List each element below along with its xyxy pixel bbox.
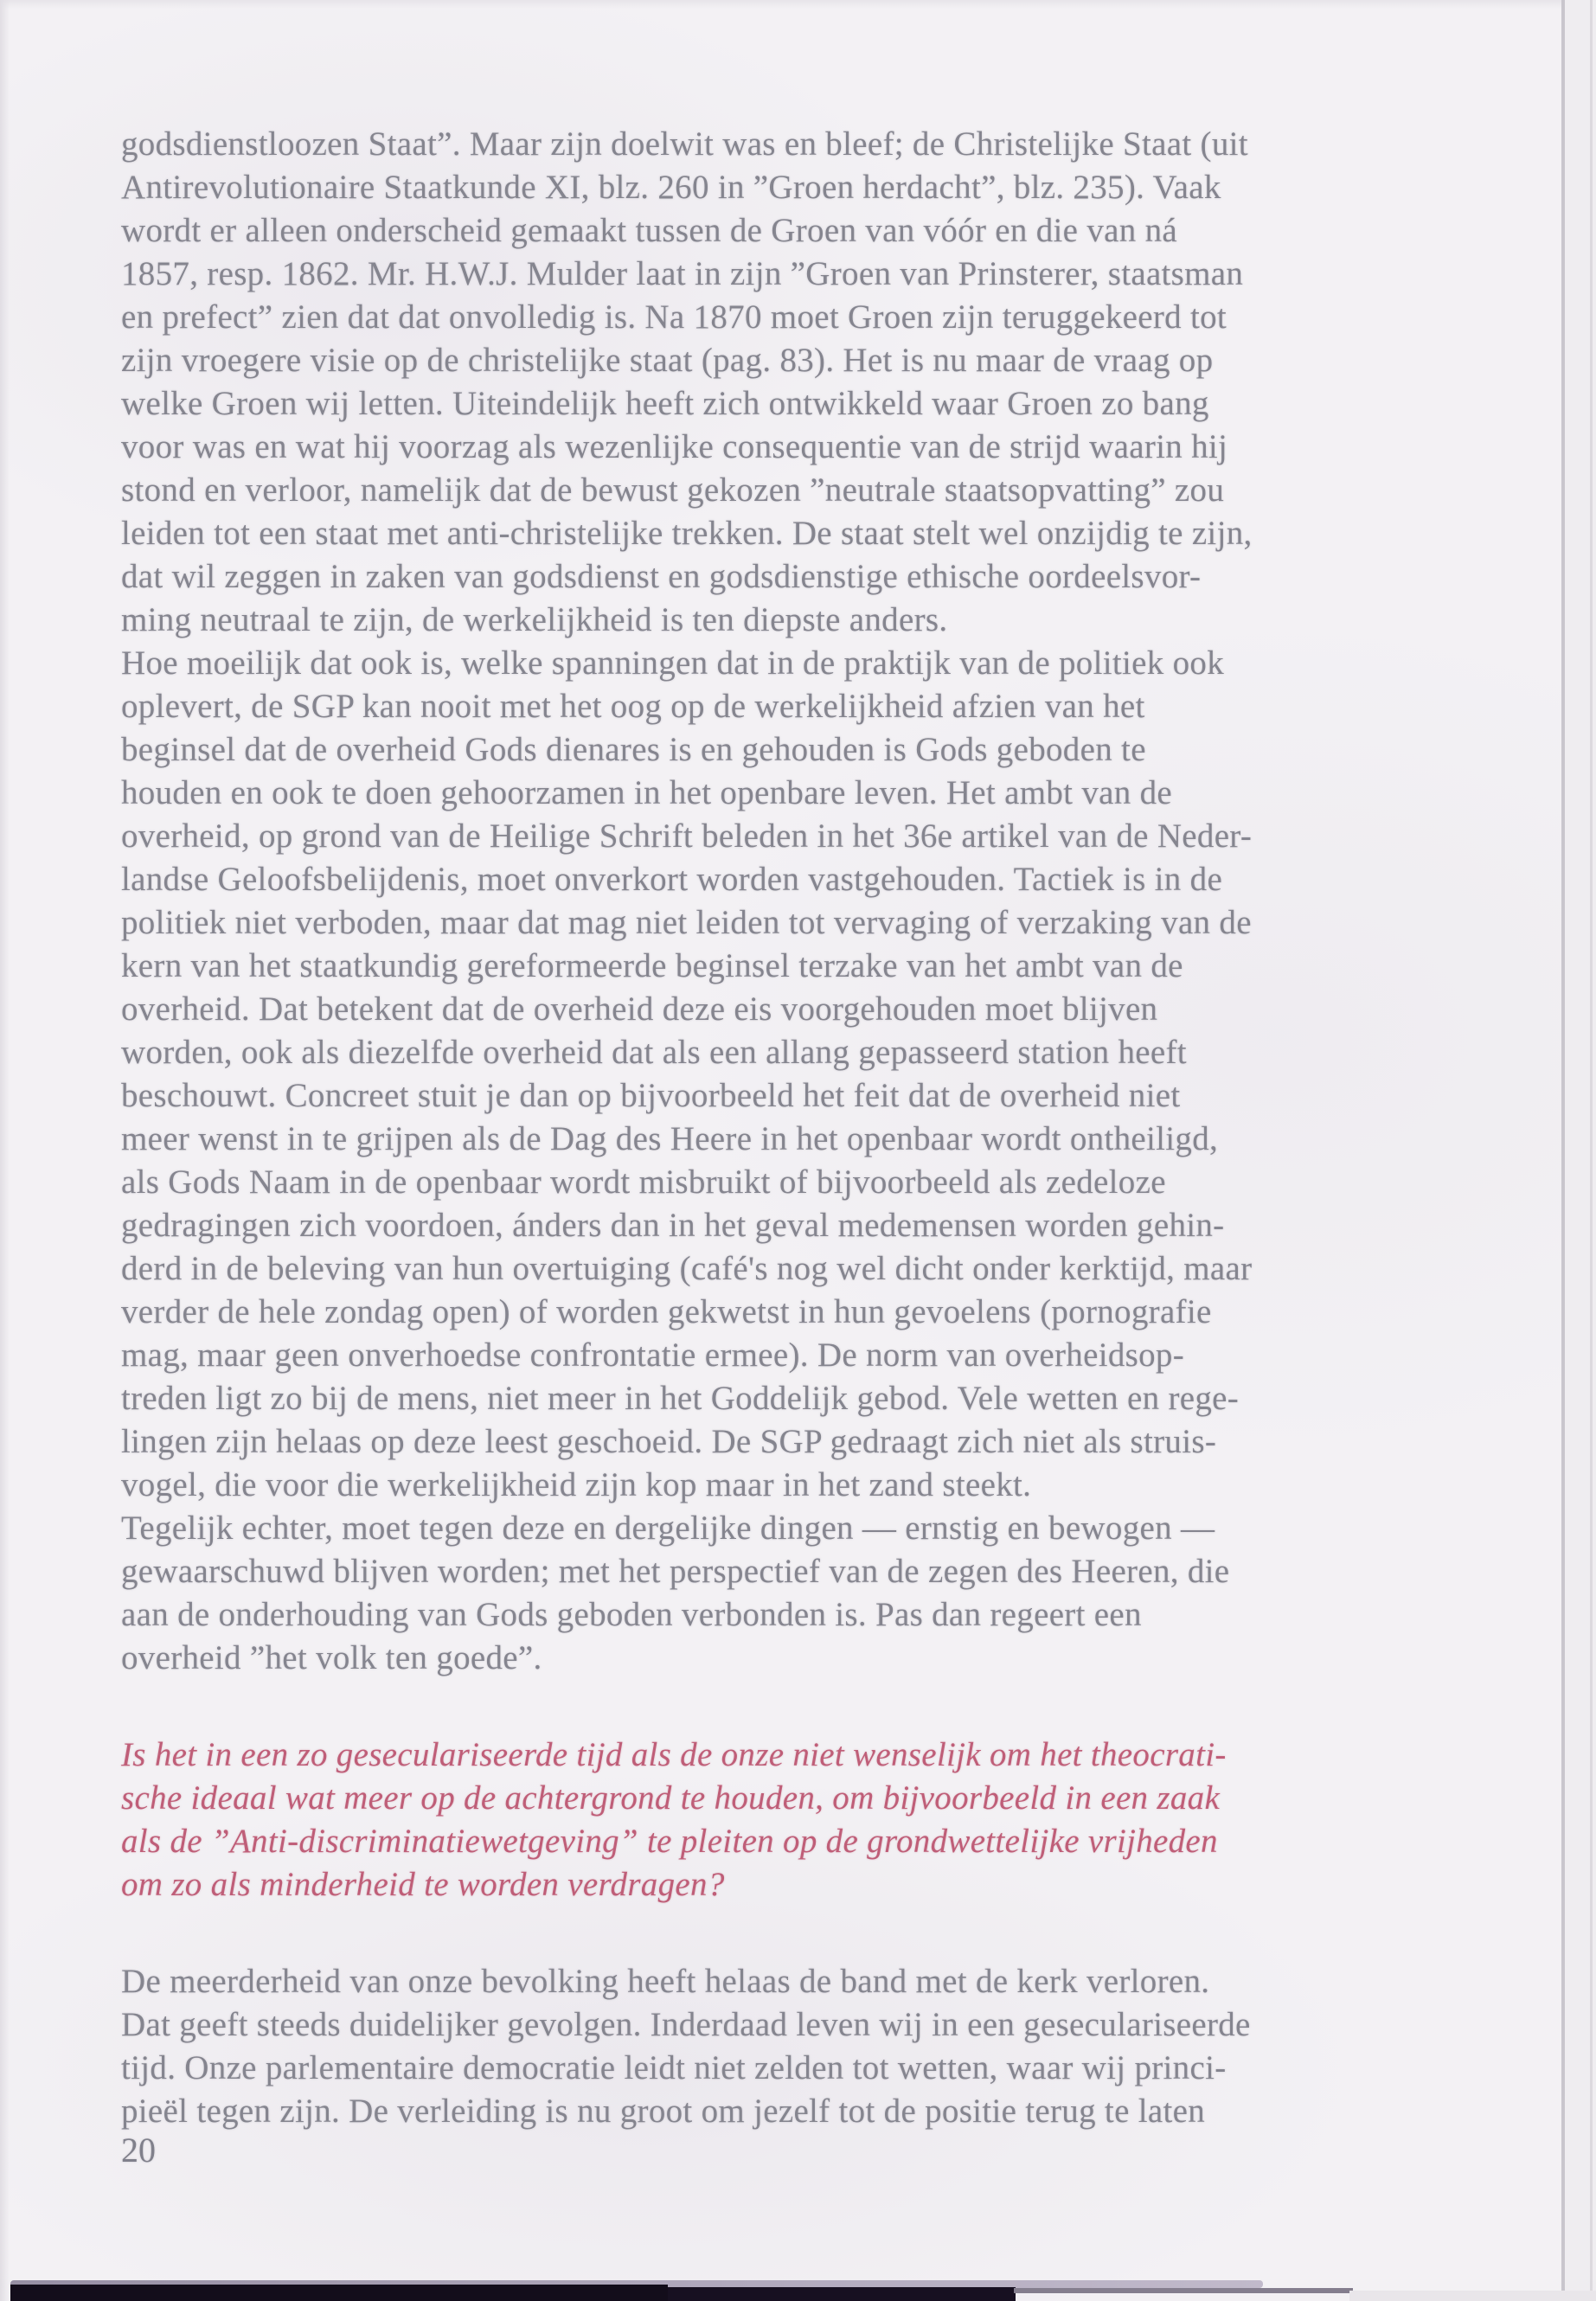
question-quote-block [121,1734,1476,1907]
text-line: overheid. Dat betekent dat de overheid deze eis voorgehouden moet blijven [121,990,1158,1028]
text-line: overheid, op grond van de Heilige Schrift beleden in het 36e artikel van de Neder- [121,817,1253,855]
text-line: beginsel dat de overheid Gods dienares is en gehouden is Gods geboden te [121,731,1146,768]
text-line: godsdienstloozen Staat”. Maar zijn doelwit was en bleef; de Christelijke Staat (uit [121,125,1248,163]
text-line: als de ”Anti-discriminatiewetgeving” te pleiten op de grondwettelijke vrijheden [121,1823,1218,1860]
page-number: 20 [121,2131,156,2170]
text-line: houden en ook te doen gehoorzamen in het openbare leven. Het ambt van de [121,774,1173,811]
text-line: aan de onderhouding van Gods geboden verbonden is. Pas dan regeert een [121,1596,1142,1633]
paragraph-block-closing [121,1960,1476,2133]
text-line: stond en verloor, namelijk dat de bewust gekozen ”neutrale staatsopvatting” zou [121,471,1225,509]
text-line: leiden tot een staat met anti-christelijke trekken. De staat stelt wel onzijdig te zijn, [121,515,1253,552]
text-line: voor was en wat hij voorzag als wezenlijke consequentie van de strijd waarin hij [121,428,1228,465]
text-line: Tegelijk echter, moet tegen deze en dergelijke dingen — ernstig en bewogen — [121,1509,1215,1547]
text-line: Hoe moeilijk dat ook is, welke spanningen dat in de praktijk van de politiek ook [121,644,1224,682]
text-line: treden ligt zo bij de mens, niet meer in het Goddelijk gebod. Vele wetten en rege- [121,1380,1240,1417]
text-line: Antirevolutionaire Staatkunde XI, blz. 260 in ”Groen herdacht”, blz. 235). Vaak [121,169,1221,206]
text-line: vogel, die voor die werkelijkheid zijn kop maar in het zand steekt. [121,1466,1032,1503]
text-line: meer wenst in te grijpen als de Dag des Heere in het openbaar wordt ontheiligd, [121,1120,1219,1157]
scan-edge-top [0,0,1596,9]
text-line: welke Groen wij letten. Uiteindelijk heeft zich ontwikkeld waar Groen zo bang [121,385,1209,422]
text-line: dat wil zeggen in zaken van godsdienst en godsdienstige ethische oordeelsvor- [121,558,1202,595]
text-line: derd in de beleving van hun overtuiging (café's nog wel dicht onder kerktijd, maar [121,1250,1253,1287]
text-line: pieël tegen zijn. De verleiding is nu groot om jezelf tot de positie terug te laten [121,2093,1206,2130]
text-line: om zo als minderheid te worden verdragen? [121,1866,725,1903]
text-line: gedragingen zich voordoen, ánders dan in het geval medemensen worden gehin- [121,1207,1225,1244]
scan-bottom-right-corner [1349,2291,1596,2301]
text-line: beschouwt. Concreet stuit je dan op bijvoorbeeld het feit dat de overheid niet [121,1077,1181,1114]
text-line: Dat geeft steeds duidelijker gevolgen. Inderdaad leven wij in een geseculariseerde [121,2006,1251,2043]
text-line: verder de hele zondag open) of worden gekwetst in hun gevoelens (pornografie [121,1293,1212,1330]
text-line: worden, ook als diezelfde overheid dat als een allang gepasseerd station heeft [121,1034,1187,1071]
scan-bottom-shadow-dark [10,2285,668,2301]
text-line: 1857, resp. 1862. Mr. H.W.J. Mulder laat in zijn ”Groen van Prinsterer, staatsman [121,255,1244,292]
text-line: lingen zijn helaas op deze leest geschoeid. De SGP gedraagt zich niet als struis- [121,1423,1217,1460]
text-line: Is het in een zo geseculariseerde tijd als de onze niet wenselijk om het theocrati- [121,1736,1227,1773]
text-line: oplevert, de SGP kan nooit met het oog op de werkelijkheid afzien van het [121,688,1145,725]
page-text-block [121,123,1476,2133]
text-line: sche ideaal wat meer op de achtergrond te houden, om bijvoorbeeld in een zaak [121,1779,1221,1817]
text-line: politiek niet verboden, maar dat mag niet leiden tot vervaging of verzaking van de [121,904,1252,941]
text-line: De meerderheid van onze bevolking heeft helaas de band met de kerk verloren. [121,1963,1210,2000]
text-line: zijn vroegere visie op de christelijke staat (pag. 83). Het is nu maar de vraag op [121,342,1214,379]
text-line: landse Geloofsbelijdenis, moet onverkort worden vastgehouden. Tactiek is in de [121,861,1223,898]
paragraph-block-main [121,123,1476,1680]
text-line: kern van het staatkundig gereformeerde beginsel terzake van het ambt van de [121,947,1183,984]
text-line: ming neutraal te zijn, de werkelijkheid is ten diepste anders. [121,601,948,638]
text-line: wordt er alleen onderscheid gemaakt tussen de Groen van vóór en die van ná [121,212,1178,249]
text-line: gewaarschuwd blijven worden; met het perspectief van de zegen des Heeren, die [121,1553,1230,1590]
text-line: tijd. Onze parlementaire democratie leidt niet zelden tot wetten, waar wij princi- [121,2049,1227,2086]
text-line: overheid ”het volk ten goede”. [121,1639,542,1676]
text-line: als Gods Naam in de openbaar wordt misbruikt of bijvoorbeeld als zedeloze [121,1163,1166,1201]
text-line: en prefect” zien dat dat onvolledig is. Na 1870 moet Groen zijn teruggekeerd tot [121,298,1227,336]
text-line: mag, maar geen onverhoedse confrontatie ermee). De norm van overheidsop- [121,1336,1185,1374]
scan-edge-left [0,0,10,2301]
scan-bottom-shadow-light [1014,2288,1353,2293]
scan-edge-right-line [1590,0,1593,2301]
